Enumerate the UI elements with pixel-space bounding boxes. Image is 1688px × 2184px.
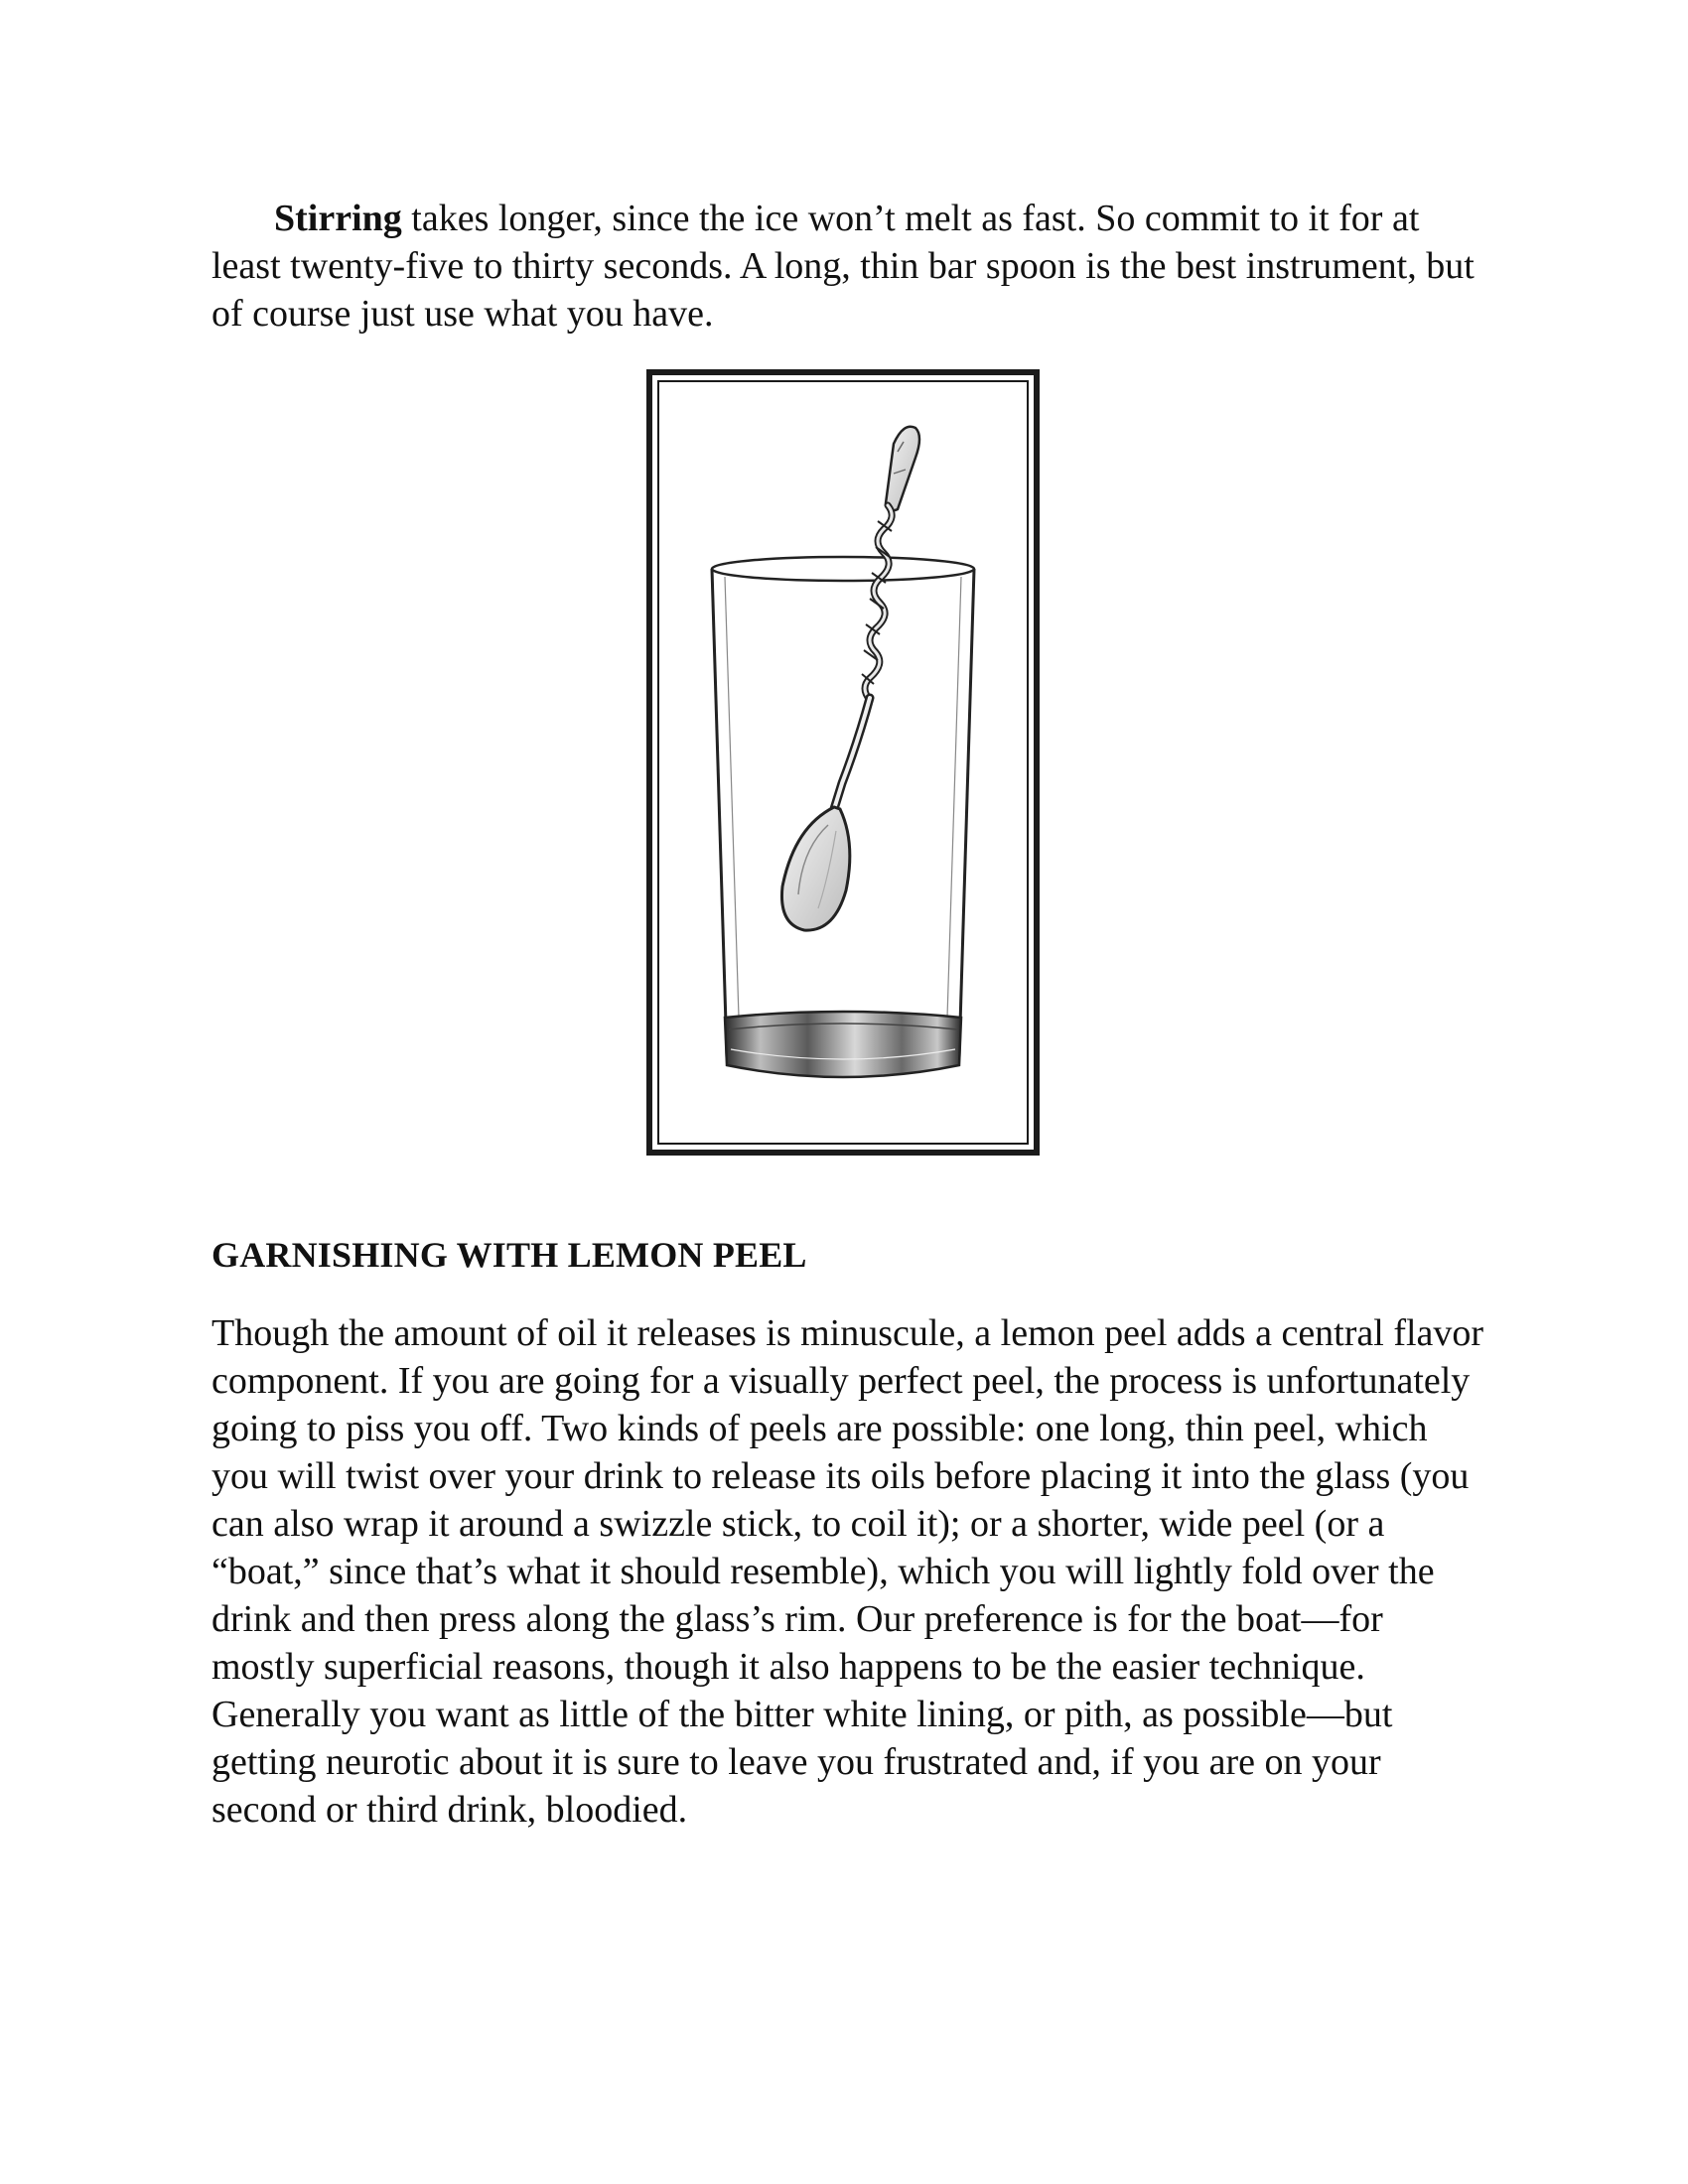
intro-paragraph (211, 195, 1492, 338)
illustration-inner-border (657, 380, 1029, 1145)
illustration-frame (646, 369, 1040, 1156)
intro-lead-word: Stirring (274, 198, 402, 239)
intro-text: takes longer, since the ice won’t melt as fast. So commit to it for at least twenty-five to thirty seconds. A long, thin bar spoon is the best instrument, but of course just use what you have. (211, 198, 1475, 335)
book-page (211, 195, 1492, 1834)
highball-glass-with-bar-spoon-illustration (659, 382, 1027, 1143)
section-heading: GARNISHING WITH LEMON PEEL (211, 1235, 807, 1275)
section-body-paragraph: Though the amount of oil it releases is minuscule, a lemon peel adds a central flavor component. If you are going for a visually perfect peel, the process is unfortunately going to piss you off. Two kinds of peels are possible: one long, thin peel, which you will twist over your drink to release its oils before placing it into the glass (you can also wrap it around a swizzle stick, to coil it); or a shorter, wide peel (or a “boat,” since that’s what it should resemble), which you will lightly fold over the drink and then press along the glass’s rim. Our preference is for the boat—for mostly superficial reasons, though it also happens to be the easier technique. Generally you want as little of the bitter white lining, or pith, as possible—but getting neurotic about it is sure to leave you frustrated and, if you are on your second or third drink, bloodied. (211, 1312, 1484, 1831)
bar-spoon-icon (781, 427, 919, 930)
